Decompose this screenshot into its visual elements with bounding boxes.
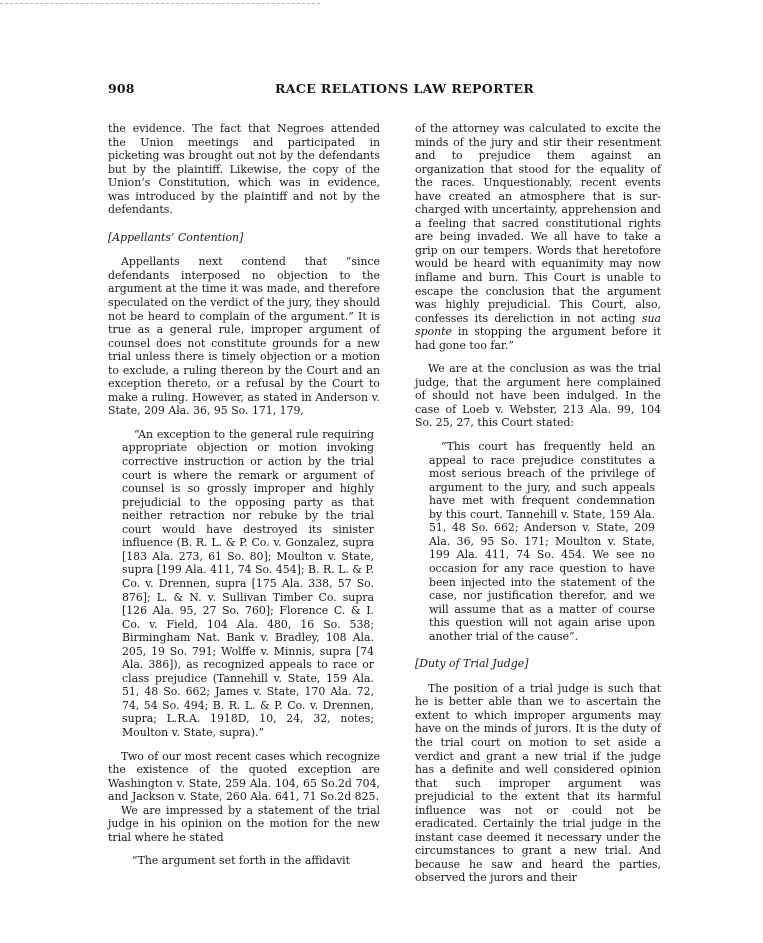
scan-edge-rule <box>0 3 320 4</box>
paragraph: Appellants next contend that “since defendants interposed no objection to the argument at the time it was made, and therefore speculated on the verdict of the jury, they should not be heard to complain of the argument.” It is true as a general rule, improper argument of counsel does not constitute grounds for a new trial unless there is timely objection or a motion to exclude, a ruling thereon by the Court and an exception thereto, or a refusal by the Court to make a ruling. However, as stated in Anderson v. State, 209 Ala. 36, 95 So. 171, 179, <box>108 255 380 418</box>
page-header <box>108 81 668 101</box>
quote-paragraph: “An exception to the general rule requiring appropriate objection or motion invoking corrective instruction or action by the trial court is where the remark or argument of counsel is so grossly improper and highly prejudicial to the opposing party as that neither retraction nor rebuke by the trial court would have destroyed its sinister influence (B. R. L. & P. Co. v. Gonzalez, supra [183 Ala. 273, 61 So. 80]; Moulton v. State, supra [199 Ala. 411, 74 So. 454]; B. R. L. & P. Co. v. Drennen, supra [175 Ala. 338, 57 So. 876]; L. & N. v. Sullivan Timber Co. supra [126 Ala. 95, 27 So. 760]; Florence C. & I. Co. v. Field, 104 Ala. 480, 16 So. 538; Birmingham Nat. Bank v. Bradley, 108 Ala. 205, 19 So. 791; Wolffe v. Minnis, supra [74 Ala. 386]), as recognized appeals to race or class prejudice (Tannehill v. State, 159 Ala. 51, 48 So. 662; James v. State, 170 Ala. 72, 74, 54 So. 494; B. R. L. & P. Co. v. Drennen, supra; L.R.A. 1918D, 10, 24, 32, notes; Moulton v. State, supra).” <box>122 427 374 739</box>
running-title: RACE RELATIONS LAW REPORTER <box>275 81 535 96</box>
block-quote <box>429 440 655 643</box>
paragraph: We are impressed by a statement of the trial judge in his opinion on the motion for the new trial where he stated <box>108 803 380 844</box>
quote-continuation <box>415 122 661 352</box>
paragraph: The position of a trial judge is such that he is better able than we to ascertain the extent to which improper arguments may have on the minds of jurors. It is the duty of the trial court on motion to set aside a verdict and grant a new trial if the judge has a definite and well considered opinion that such improper argument was prejudicial to the extent that its harmful influence was not or could not be eradicated. Certainly the trial judge in the instant case deemed it necessary under the circumstances to grant a new trial. And because he saw and heard the parties, observed the jurors and their <box>415 681 661 885</box>
section-heading: [Duty of Trial Judge] <box>415 657 529 671</box>
paragraph: the evidence. The fact that Negroes attended the Union meetings and participated in picketing was brought out not by the defendants but by the plaintiff. Likewise, the copy of the Union’s Constitution, which was in evidence, was introduced by the plaintiff and not by the defendants. <box>108 122 380 217</box>
quote-text: in stopping the argument before it had gone too far.” <box>415 325 661 352</box>
quote-start: “The argument set forth in the affidavit <box>132 854 351 868</box>
latin-phrase: sua sponte <box>415 311 661 339</box>
block-quote <box>122 428 374 740</box>
quote-paragraph: “This court has frequently held an appeal to race prejudice constitutes a most serious breach of the privilege of argument to the jury, and such appeals have met with frequent condemnation by this court. Tannehill v. State, 159 Ala. 51, 48 So. 662; Anderson v. State, 209 Ala. 36, 95 So. 171; Moulton v. State, 199 Ala. 411, 74 So. 454. We see no occasion for any race question to have been injected into the statement of the case, nor justification therefor, and we will assume that as a matter of course this question will not again arise upon another trial of the cause”. <box>429 440 655 643</box>
paragraph: Two of our most recent cases which recognize the existence of the quoted exception are Washington v. State, 259 Ala. 104, 65 So.2d 704, and Jackson v. State, 260 Ala. 641, 71 So.2d 825. <box>108 749 380 804</box>
left-column <box>108 122 380 868</box>
page-number: 908 <box>108 81 135 96</box>
paragraph: We are at the conclusion as was the trial judge, that the argument here complained of should not have been indulged. In the case of Loeb v. Webster, 213 Ala. 99, 104 So. 25, 27, this Court stated: <box>415 362 661 430</box>
right-column <box>415 122 661 885</box>
section-heading: [Appellants’ Contention] <box>108 230 244 244</box>
quote-text: of the attorney was calculated to excite the minds of the jury and stir their resentment and to prejudice them against an organization that stood for the equality of the races. Unquestionably, recent events have created an atmosphere that is sur-charged with uncertainty, apprehension and a feeling that sacred constitutional rights are being invaded. We all have to take a grip on our tempers. Words that heretofore would be heard with equanimity may now inflame and burn. This Court is unable to escape the conclusion that the argument was highly prejudicial. This Court, also, confesses its dereliction in not acting <box>415 122 661 325</box>
